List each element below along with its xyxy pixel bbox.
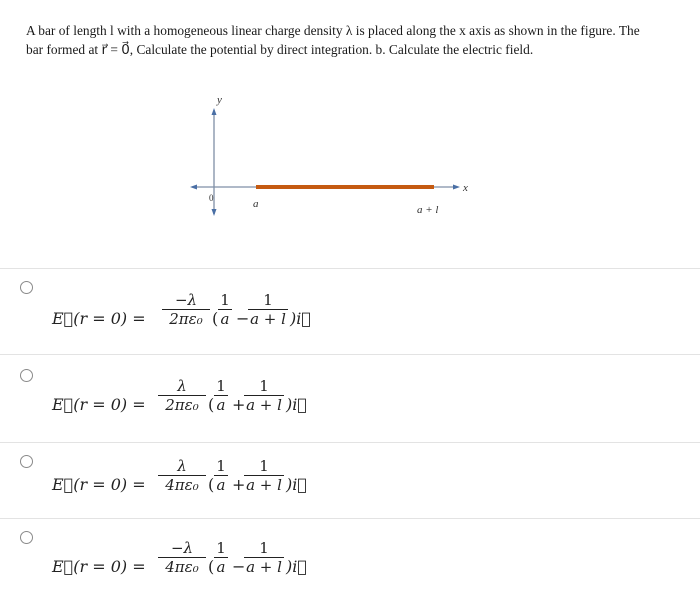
option-1-coefficient: −λ 2πε₀ xyxy=(162,291,210,328)
y-axis-arrow-up xyxy=(212,108,217,115)
option-3-lhs: E⃗(r = 0) = xyxy=(52,475,146,494)
charged-bar xyxy=(256,185,434,189)
x-axis-arrow-right xyxy=(453,185,460,190)
option-4-coefficient: −λ 4πε₀ xyxy=(158,539,206,576)
option-4-fraction-2: 1 a + l xyxy=(244,539,284,576)
answer-option-2[interactable] xyxy=(0,354,700,443)
option-4-formula: E⃗(r = 0) = −λ 4πε₀ ( 1 a − 1 a + l )i⃗ xyxy=(52,539,307,576)
a-label: a xyxy=(253,198,259,210)
option-1-formula: E⃗(r = 0) = −λ 2πε₀ ( 1 a − 1 a + l )i⃗ xyxy=(52,291,311,328)
option-2-fraction-2: 1 a + l xyxy=(244,377,284,414)
radio-button-3[interactable] xyxy=(20,455,33,468)
a-plus-l-label: a + l xyxy=(417,204,439,216)
x-axis-label: x xyxy=(463,182,468,194)
answer-option-1[interactable] xyxy=(0,268,700,355)
option-3-fraction-2: 1 a + l xyxy=(244,457,284,494)
option-4-fraction-1: 1 a xyxy=(214,539,228,576)
option-3-coefficient: λ 4πε₀ xyxy=(158,457,206,494)
option-4-lhs: E⃗(r = 0) = xyxy=(52,557,146,576)
y-axis-label: y xyxy=(217,94,222,106)
option-1-lhs: E⃗(r = 0) = xyxy=(52,309,146,328)
radio-button-2[interactable] xyxy=(20,369,33,382)
option-1-fraction-1: 1 a xyxy=(218,291,232,328)
option-2-formula: E⃗(r = 0) = λ 2πε₀ ( 1 a + 1 a + l )i⃗ xyxy=(52,377,307,414)
answer-option-4[interactable] xyxy=(0,518,700,607)
option-3-formula: E⃗(r = 0) = λ 4πε₀ ( 1 a + 1 a + l )i⃗ xyxy=(52,457,307,494)
radio-button-1[interactable] xyxy=(20,281,33,294)
answer-option-3[interactable] xyxy=(0,442,700,519)
x-axis-arrow-left xyxy=(190,185,197,190)
option-2-fraction-1: 1 a xyxy=(214,377,228,414)
option-1-fraction-2: 1 a + l xyxy=(248,291,288,328)
option-2-coefficient: λ 2πε₀ xyxy=(158,377,206,414)
radio-button-4[interactable] xyxy=(20,531,33,544)
question-text: A bar of length l with a homogeneous linear charge density λ is placed along the x axis as shown in the figure. The bar formed at r⃗ = 0⃗, Calculate the potential by direct integration. b. Calculate the electric field. xyxy=(26,23,640,57)
option-3-fraction-1: 1 a xyxy=(214,457,228,494)
origin-label: 0 xyxy=(209,193,214,203)
option-2-lhs: E⃗(r = 0) = xyxy=(52,395,146,414)
y-axis-arrow-down xyxy=(212,209,217,216)
